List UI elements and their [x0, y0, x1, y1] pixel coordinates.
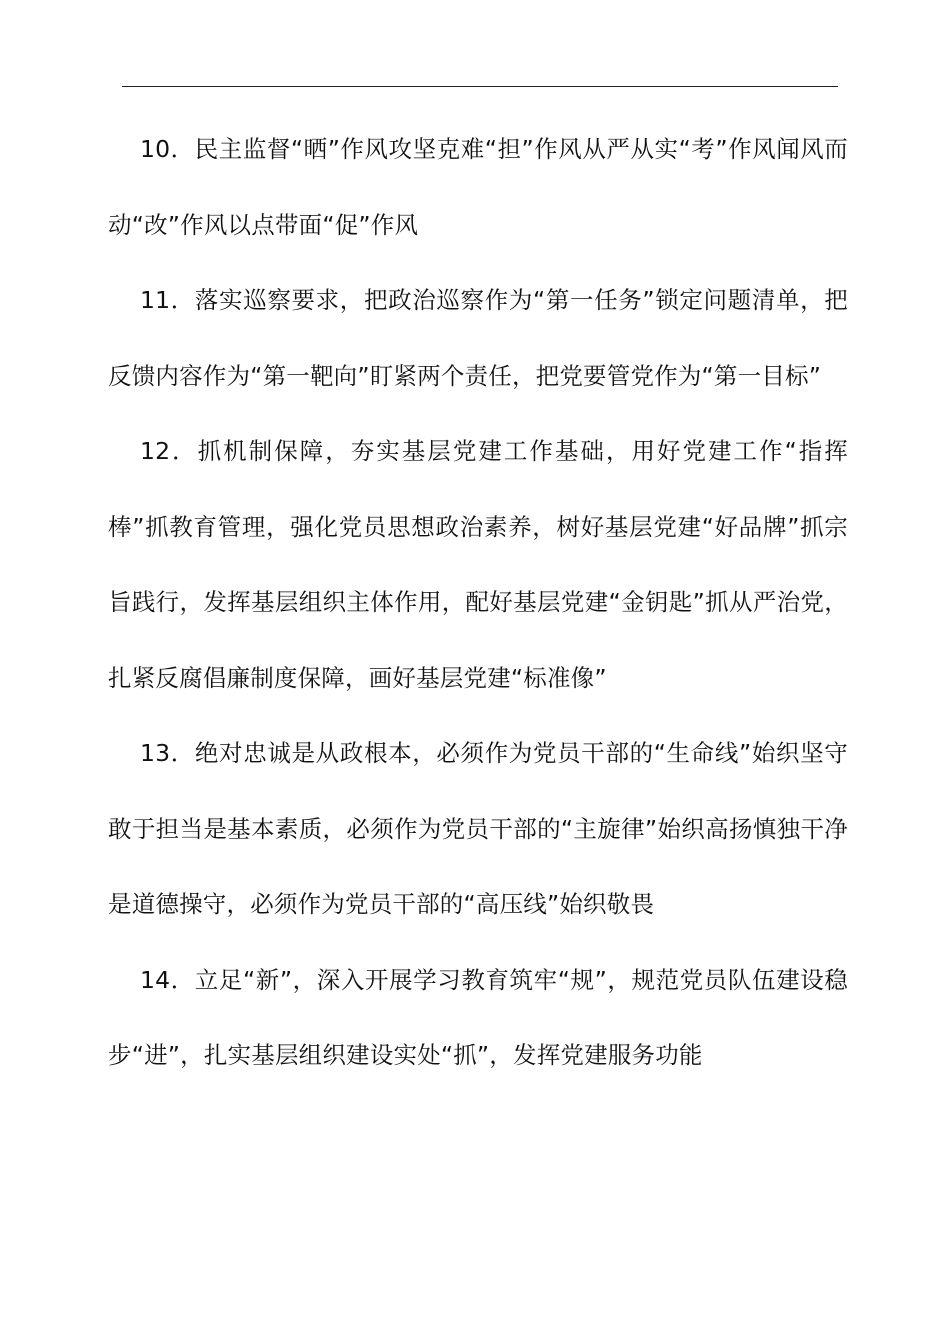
paragraph-13-line-3: 扬慎独干净是道德操守，必须作为党员干部的“高压线”始织敬畏 [108, 814, 849, 918]
paragraph-11-line-1: 11．落实巡察要求，把政治巡察作为“第一任务”锁定问题清单， [140, 286, 825, 314]
paragraph-12-line-2: 挥棒”抓教育管理，强化党员思想政治素养，树好基层党建“好品 [108, 437, 848, 541]
paragraph-14-line-1: 14．立足“新”，深入开展学习教育筑牢“规”，规范党员队伍 [140, 965, 777, 994]
paragraph-10-line-2: 闻风而动“改”作风以点带面“促”作风 [108, 135, 848, 239]
paragraph-11 [108, 263, 848, 414]
paragraph-13-line-2: 坚守敢于担当是基本素质，必须作为党员干部的“主旋律”始织高 [108, 739, 848, 843]
paragraph-14-line-2: 建设稳步“进”，扎实基层组织建设实处“抓”，发挥党建服务功能 [108, 965, 848, 1069]
paragraph-12 [108, 414, 848, 716]
paragraph-13 [108, 716, 848, 943]
paragraph-12-line-3: 牌”抓宗旨践行，发挥基层组织主体作用，配好基层党建“金钥匙” [108, 512, 848, 616]
paragraph-11-line-3: 目标” [761, 361, 822, 390]
paragraph-12-line-4: 抓从严治党，扎紧反腐倡廉制度保障，画好基层党建“标准像” [108, 588, 848, 692]
paragraph-14 [108, 943, 848, 1094]
header-rule [122, 86, 838, 87]
paragraph-10 [108, 112, 848, 263]
paragraph-11-line-2: 把反馈内容作为“第一靶向”盯紧两个责任，把党要管党作为“第一 [108, 286, 848, 390]
paragraph-12-line-1: 12．抓机制保障，夯实基层党建工作基础，用好党建工作“指 [140, 437, 825, 465]
paragraph-10-line-1: 10．民主监督“晒”作风攻坚克难“担”作风从严从实“考”作风 [140, 135, 777, 163]
document-body [108, 112, 848, 1094]
paragraph-13-line-1: 13．绝对忠诚是从政根本，必须作为党员干部的“生命线”始织 [140, 739, 801, 767]
